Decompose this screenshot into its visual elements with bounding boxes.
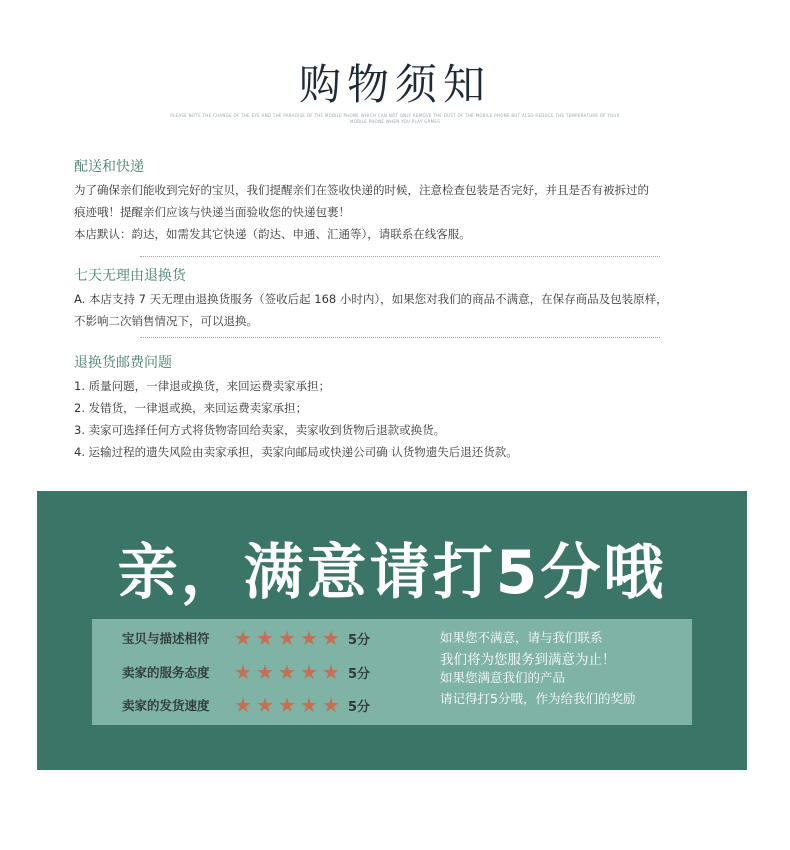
postage-line: 1. 质量问题，一律退或换货，来回运费卖家承担； bbox=[74, 379, 331, 393]
banner-message: 我们将为您服务到满意为止！ bbox=[440, 652, 616, 668]
returns-line: A. 本店支持 7 天无理由退换货服务（签收后起 168 小时内），如果您对我们的商品不满意，在保存商品及包装原样， bbox=[74, 292, 668, 306]
rating-row bbox=[122, 692, 370, 718]
banner-message: 请记得打5分哦，作为给我们的奖励 bbox=[440, 691, 636, 706]
postage-line: 2. 发错货，一律退或换，来回运费卖家承担； bbox=[74, 401, 308, 415]
star-rating bbox=[232, 661, 342, 683]
postage-line: 4. 运输过程的遗失风险由卖家承担，卖家向邮局或快递公司确 认货物遗失后退还货款。 bbox=[74, 445, 518, 459]
rating-label: 卖家的发货速度 bbox=[122, 698, 210, 713]
returns-section bbox=[74, 265, 724, 332]
star-icon: ★ bbox=[256, 693, 274, 717]
star-icon: ★ bbox=[300, 693, 318, 717]
shipping-heading: 配送和快递 bbox=[74, 159, 144, 175]
returns-heading: 七天无理由退换货 bbox=[74, 268, 186, 284]
star-icon: ★ bbox=[234, 626, 252, 650]
rating-label: 卖家的服务态度 bbox=[122, 665, 210, 680]
star-icon: ★ bbox=[322, 626, 340, 650]
rating-box bbox=[92, 619, 692, 725]
postage-heading: 退换货邮费问题 bbox=[74, 355, 172, 371]
divider bbox=[140, 337, 660, 338]
rating-score: 5分 bbox=[348, 699, 371, 715]
star-icon: ★ bbox=[300, 626, 318, 650]
banner-message: 如果您满意我们的产品 bbox=[440, 670, 566, 685]
returns-line: 不影响二次销售情况下，可以退换。 bbox=[74, 314, 258, 328]
star-icon: ★ bbox=[256, 660, 274, 684]
shipping-line: 痕迹哦！提醒亲们应该与快递当面验收您的快递包裹！ bbox=[74, 205, 350, 219]
banner-headline: 亲，满意请打5分哦 bbox=[117, 538, 667, 608]
page-subtitle: PLEASE NOTE THE CHANGE OF THE EYE AND THE PARADISE OF THE MOBILE PHONE WHICH CAN NOT ONLY REMOVE THE DUST OF THE MOBILE PHONE BUT ALSO REDUCE THE TEMPERATURE OF YOUR MOBILE PHONE WHEN YOU PLAY GAMES bbox=[170, 113, 620, 124]
rating-score: 5分 bbox=[348, 666, 371, 682]
page-title: 购物须知 bbox=[298, 60, 491, 109]
postage-section bbox=[74, 352, 724, 463]
star-icon: ★ bbox=[278, 693, 296, 717]
star-icon: ★ bbox=[300, 660, 318, 684]
rating-row bbox=[122, 625, 370, 651]
star-icon: ★ bbox=[322, 660, 340, 684]
star-icon: ★ bbox=[322, 693, 340, 717]
star-icon: ★ bbox=[234, 660, 252, 684]
banner-message: 如果您不满意，请与我们联系 bbox=[440, 630, 603, 645]
postage-line: 3. 卖家可选择任何方式将货物寄回给卖家，卖家收到货物后退款或换货。 bbox=[74, 423, 446, 437]
star-icon: ★ bbox=[278, 660, 296, 684]
star-icon: ★ bbox=[278, 626, 296, 650]
shipping-line: 为了确保亲们能收到完好的宝贝，我们提醒亲们在签收快递的时候，注意检查包装是否完好，并且是否有被拆过的 bbox=[74, 183, 649, 197]
star-rating bbox=[232, 694, 342, 716]
star-icon: ★ bbox=[234, 693, 252, 717]
divider bbox=[140, 256, 660, 257]
rating-label: 宝贝与描述相符 bbox=[122, 631, 210, 646]
star-icon: ★ bbox=[256, 626, 274, 650]
rating-banner bbox=[37, 491, 747, 770]
rating-row bbox=[122, 659, 370, 685]
shipping-line: 本店默认：韵达，如需发其它快递（韵达、申通、汇通等），请联系在线客服。 bbox=[74, 227, 471, 241]
rating-score: 5分 bbox=[348, 632, 371, 648]
shipping-section bbox=[74, 156, 724, 245]
star-rating bbox=[232, 627, 342, 649]
